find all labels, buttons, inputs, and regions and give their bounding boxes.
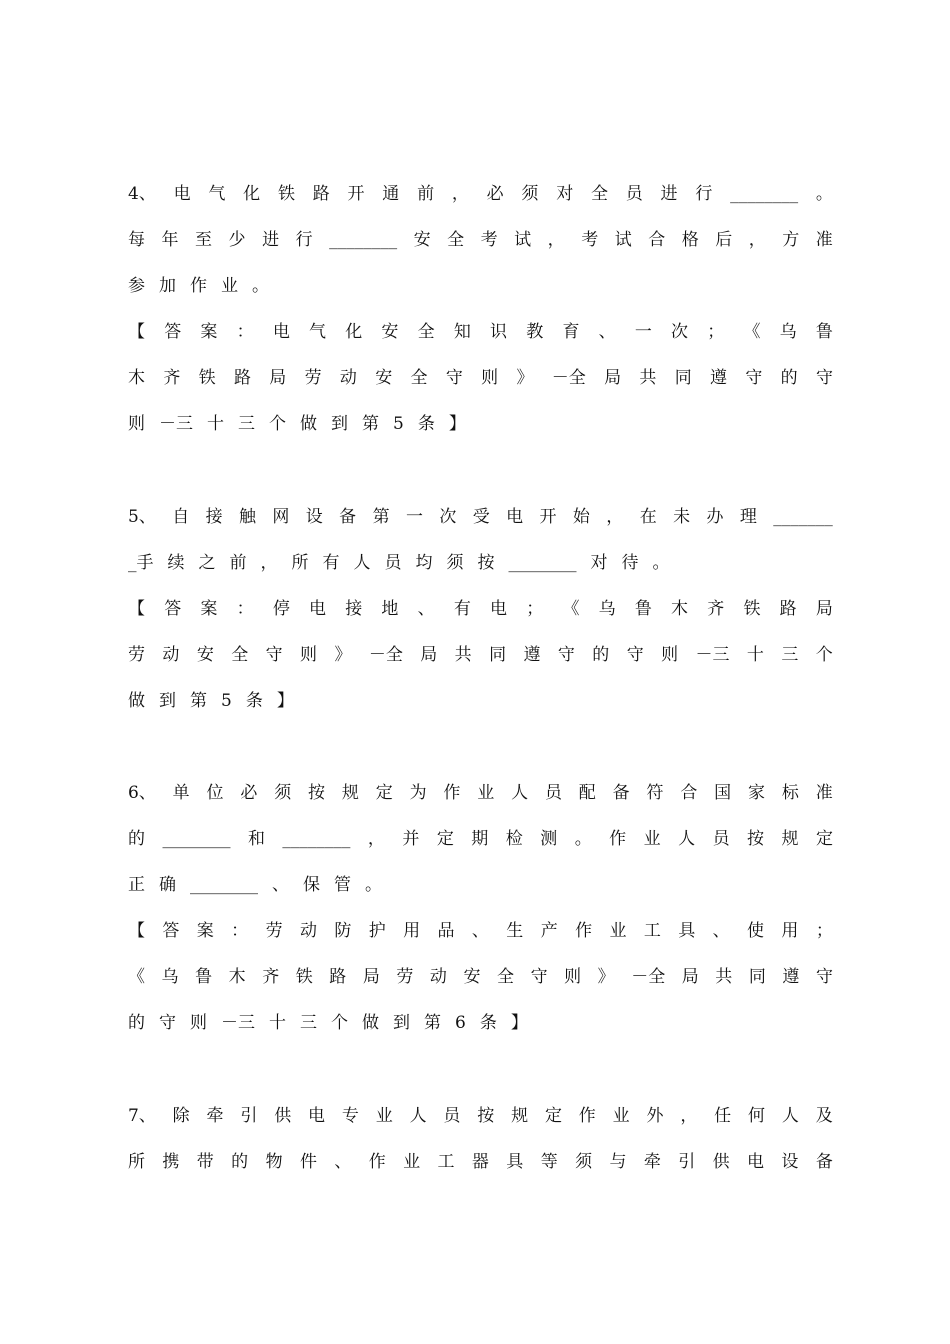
text-line: 【 答 案 ： 电 气 化 安 全 知 识 教 育 、 一 次 ； 《 乌 鲁: [128, 322, 833, 342]
text-line: 4、 电 气 化 铁 路 开 通 前 ， 必 须 对 全 员 进 行 ________ 。: [128, 184, 833, 204]
text-line: 每 年 至 少 进 行 ________ 安 全 考 试 ， 考 试 合 格 后 ， 方 准: [128, 230, 833, 250]
text-line: 正 确 ________ 、 保 管 。: [128, 875, 382, 895]
text-line: 则 －三 十 三 个 做 到 第 5 条 】: [128, 414, 466, 434]
text-line: 木 齐 铁 路 局 劳 动 安 全 守 则 》 －全 局 共 同 遵 守 的 守: [128, 368, 833, 388]
text-line: _手 续 之 前 ， 所 有 人 员 均 须 按 ________ 对 待 。: [128, 553, 670, 573]
text-line: 参 加 作 业 。: [128, 276, 269, 296]
text-line: 所 携 带 的 物 件 、 作 业 工 器 具 等 须 与 牵 引 供 电 设 备: [128, 1152, 833, 1172]
text-line: 【 答 案 ： 停 电 接 地 、 有 电 ； 《 乌 鲁 木 齐 铁 路 局: [128, 599, 833, 619]
text-line: 的 ________ 和 ________ ， 并 定 期 检 测 。 作 业 人 员 按 规 定: [128, 829, 833, 849]
text-line: 6、 单 位 必 须 按 规 定 为 作 业 人 员 配 备 符 合 国 家 标 准: [128, 783, 833, 803]
text-line: 5、 自 接 触 网 设 备 第 一 次 受 电 开 始 ， 在 未 办 理 _______: [128, 507, 833, 527]
text-line: 劳 动 安 全 守 则 》 －全 局 共 同 遵 守 的 守 则 －三 十 三 个: [128, 645, 833, 665]
text-line: 【 答 案 ： 劳 动 防 护 用 品 、 生 产 作 业 工 具 、 使 用 ；: [128, 921, 833, 941]
text-line: 做 到 第 5 条 】: [128, 691, 294, 711]
text-line: 的 守 则 －三 十 三 个 做 到 第 6 条 】: [128, 1013, 528, 1033]
text-line: 《 乌 鲁 木 齐 铁 路 局 劳 动 安 全 守 则 》 －全 局 共 同 遵 守: [128, 967, 833, 987]
text-line: 7、 除 牵 引 供 电 专 业 人 员 按 规 定 作 业 外 ， 任 何 人 及: [128, 1106, 833, 1126]
